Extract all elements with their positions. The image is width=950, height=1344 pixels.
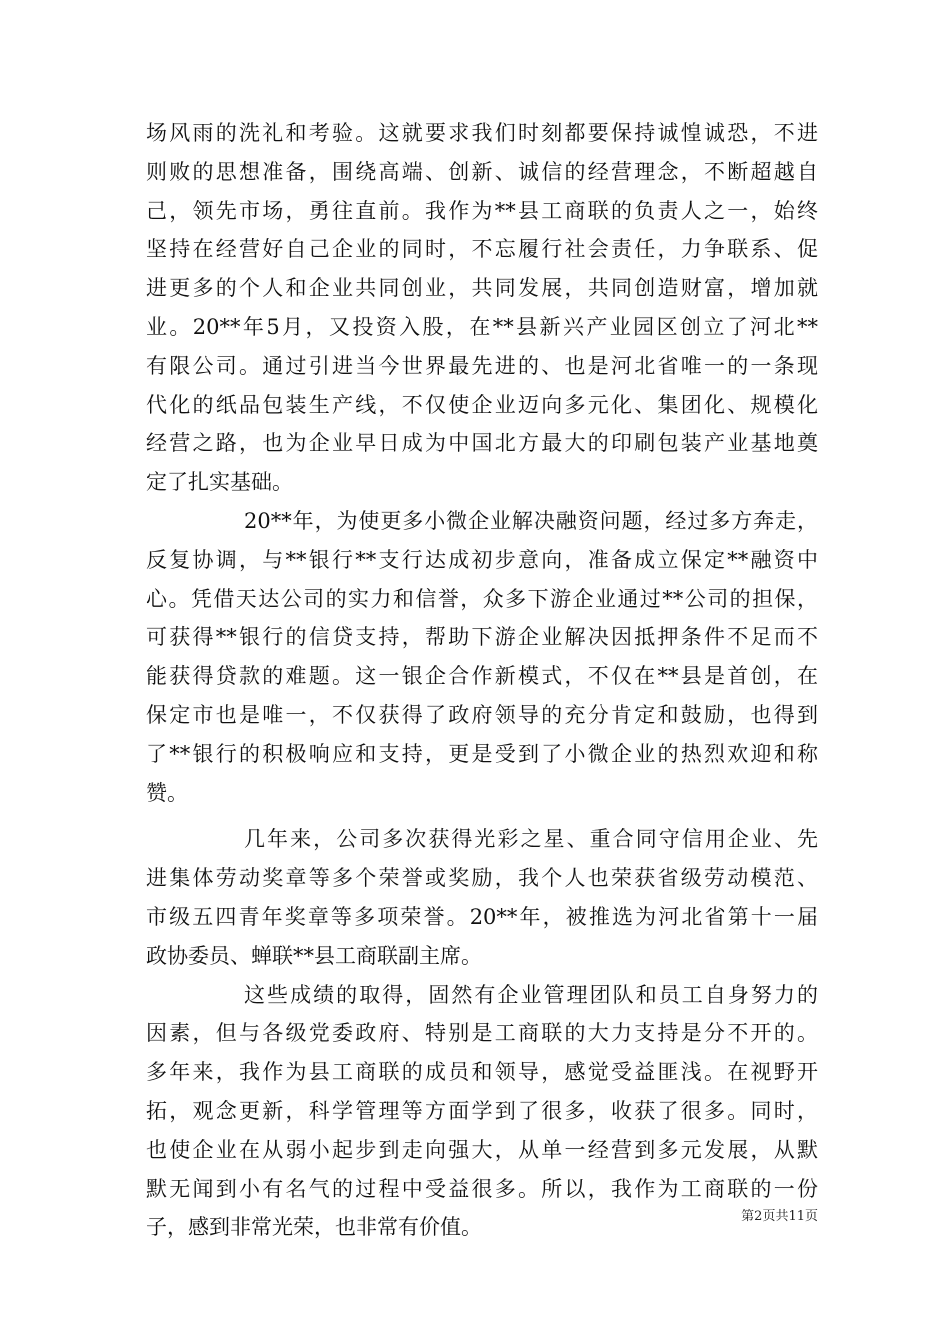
text-line: 业。20**年5月，又投资入股，在**县新兴产业园区创立了河北**	[146, 314, 818, 339]
text-line: 因素，但与各级党委政府、特别是工商联的大力支持是分不开的。	[146, 1021, 818, 1046]
paragraph-1	[146, 114, 818, 502]
text-line: 定了扎实基础。	[146, 470, 293, 495]
text-line: 己，领先市场，勇往直前。我作为**县工商联的负责人之一，始终	[146, 198, 818, 223]
paragraph-3	[146, 820, 818, 975]
text-line: 也使企业在从弱小起步到走向强大，从单一经营到多元发展，从默	[146, 1137, 818, 1162]
text-line: 几年来，公司多次获得光彩之星、重合同守信用企业、先	[244, 827, 818, 852]
text-line: 则败的思想准备，围绕高端、创新、诚信的经营理念，不断超越自	[146, 159, 818, 184]
text-line: 经营之路，也为企业早日成为中国北方最大的印刷包装产业基地奠	[146, 431, 818, 456]
text-line: 有限公司。通过引进当今世界最先进的、也是河北省唯一的一条现	[146, 353, 818, 378]
text-line: 了**银行的积极响应和支持，更是受到了小微企业的热烈欢迎和称	[146, 741, 818, 766]
text-line: 市级五四青年奖章等多项荣誉。20**年，被推选为河北省第十一届	[146, 904, 818, 929]
text-line: 保定市也是唯一，不仅获得了政府领导的充分肯定和鼓励，也得到	[146, 702, 818, 727]
text-line: 政协委员、蝉联**县工商联副主席。	[146, 943, 482, 968]
text-line: 多年来，我作为县工商联的成员和领导，感觉受益匪浅。在视野开	[146, 1060, 818, 1085]
text-line: 进更多的个人和企业共同创业，共同发展，共同创造财富，增加就	[146, 276, 818, 301]
text-line: 场风雨的洗礼和考验。这就要求我们时刻都要保持诚惶诚恐，不进	[146, 121, 818, 145]
text-line: 代化的纸品包装生产线，不仅使企业迈向多元化、集团化、规模化	[146, 392, 818, 417]
text-line: 20**年，为使更多小微企业解决融资问题，经过多方奔走，	[244, 508, 818, 533]
text-line: 拓，观念更新，科学管理等方面学到了很多，收获了很多。同时，	[146, 1098, 818, 1123]
text-line: 默无闻到小有名气的过程中受益很多。所以，我作为工商联的一份	[146, 1176, 818, 1201]
text-line: 反复协调，与**银行**支行达成初步意向，准备成立保定**融资中	[146, 547, 818, 572]
text-line: 坚持在经营好自己企业的同时，不忘履行社会责任，力争联系、促	[146, 237, 818, 262]
text-line: 心。凭借天达公司的实力和信誉，众多下游企业通过**公司的担保，	[146, 586, 818, 611]
paragraph-2	[146, 502, 818, 812]
text-line: 进集体劳动奖章等多个荣誉或奖励，我个人也荣获省级劳动模范、	[146, 866, 818, 891]
text-line: 子，感到非常光荣，也非常有价值。	[146, 1215, 482, 1240]
text-line: 能获得贷款的难题。这一银企合作新模式，不仅在**县是首创，在	[146, 664, 818, 689]
page-number: 第2页共11页	[741, 1209, 818, 1224]
body-text	[146, 114, 818, 1247]
text-line: 这些成绩的取得，固然有企业管理团队和员工自身努力的	[244, 982, 818, 1007]
text-line: 可获得**银行的信贷支持，帮助下游企业解决因抵押条件不足而不	[146, 625, 818, 650]
paragraph-gap	[146, 812, 818, 820]
text-line: 赞。	[146, 780, 188, 805]
